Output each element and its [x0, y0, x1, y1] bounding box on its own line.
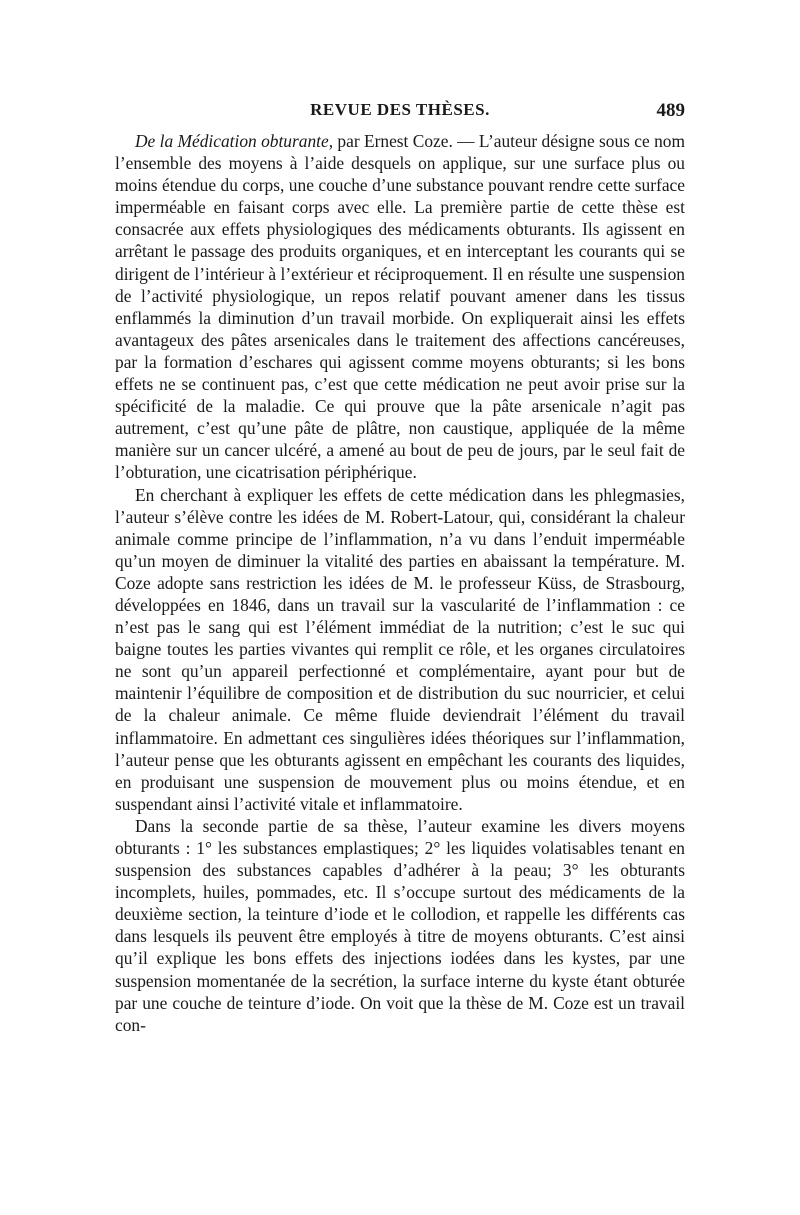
paragraph-3 [115, 815, 685, 1036]
paragraph-2-text: En cherchant à expliquer les effets de cette médication dans les phlegmasies, l’auteur s’élève contre les idées de M. Robert-Latour, qui, considérant la chaleur animale comme principe de l’inflammation, n’a vu dans l’enduit imperméable qu’un moyen de diminuer la vitalité des parties en abaissant la température. M. Coze adopte sans restriction les idées de M. le professeur Küss, de Strasbourg, développées en 1846, dans un travail sur la vascularité de l’inflammation : ce n’est pas le sang qui est l’élément immédiat de la nutrition; c’est le suc qui baigne toutes les parties vivantes qui remplit ce rôle, et les organes circulatoires ne sont qu’un appareil perfectionné et complémentaire, ayant pour but de maintenir l’équilibre de composition et de distribution du suc nourricier, et celui de la chaleur animale. Ce même fluide deviendrait l’élément du travail inflammatoire. En admettant ces singulières idées théoriques sur l’inflammation, l’auteur pense que les obturants agissent en empêchant les courants des liquides, en produisant une suspension de mouvement plus ou moins étendue, et en suspendant ainsi l’activité vitale et inflammatoire. [115, 484, 685, 814]
page-number: 489 [656, 100, 685, 121]
paragraph-1 [115, 130, 685, 484]
article-title: De la Médication obturante, [135, 131, 334, 151]
paragraph-2 [115, 484, 685, 815]
paragraph-1-text: par Ernest Coze. — L’auteur désigne sous ce nom l’ensemble des moyens à l’aide desquels on applique, sur une surface plus ou moins étendue du corps, une couche d’une substance pouvant rendre cette surface imperméable en faisant corps avec elle. La première partie de cette thèse est consacrée aux effets physiologiques des médicaments obturants. Ils agissent en arrêtant le passage des produits organiques, et en interceptant les courants qui se dirigent de l’intérieur à l’extérieur et réciproquement. Il en résulte une suspension de l’activité physiologique, un repos relatif pouvant amener dans les tissus enflammés la diminution d’un travail morbide. On expliquerait ainsi les effets avantageux des pâtes arsenicales dans le traitement des affections cancéreuses, par la formation d’eschares qui agissent comme moyens obturants; si les bons effets ne se continuent pas, c’est que cette médication ne peut avoir prise sur la spécificité de la maladie. Ce qui prouve que la pâte arsenicale n’agit pas autrement, c’est qu’une pâte de plâtre, non caustique, appliquée de la même manière sur un cancer ulcéré, a amené au bout de peu de jours, par le seul fait de l’obturation, une cicatrisation périphérique. [115, 131, 685, 483]
running-title: REVUE DES THÈSES. [310, 100, 490, 119]
page-header [115, 100, 685, 124]
body-text [115, 130, 685, 1036]
paragraph-3-text: Dans la seconde partie de sa thèse, l’auteur examine les divers moyens obturants : 1° les substances emplastiques; 2° les liquides volatisables tenant en suspension des substances capables d’adhérer à la peau; 3° les obturants incomplets, huiles, pommades, etc. Il s’occupe surtout des médicaments de la deuxième section, la teinture d’iode et le collodion, et rappelle les différents cas dans lesquels ils peuvent être employés à titre de moyens obturants. C’est ainsi qu’il explique les bons effets des injections iodées dans les kystes, par une suspension momentanée de la secrétion, la surface interne du kyste étant obturée par une couche de teinture d’iode. On voit que la thèse de M. Coze est un travail con- [115, 815, 685, 1035]
